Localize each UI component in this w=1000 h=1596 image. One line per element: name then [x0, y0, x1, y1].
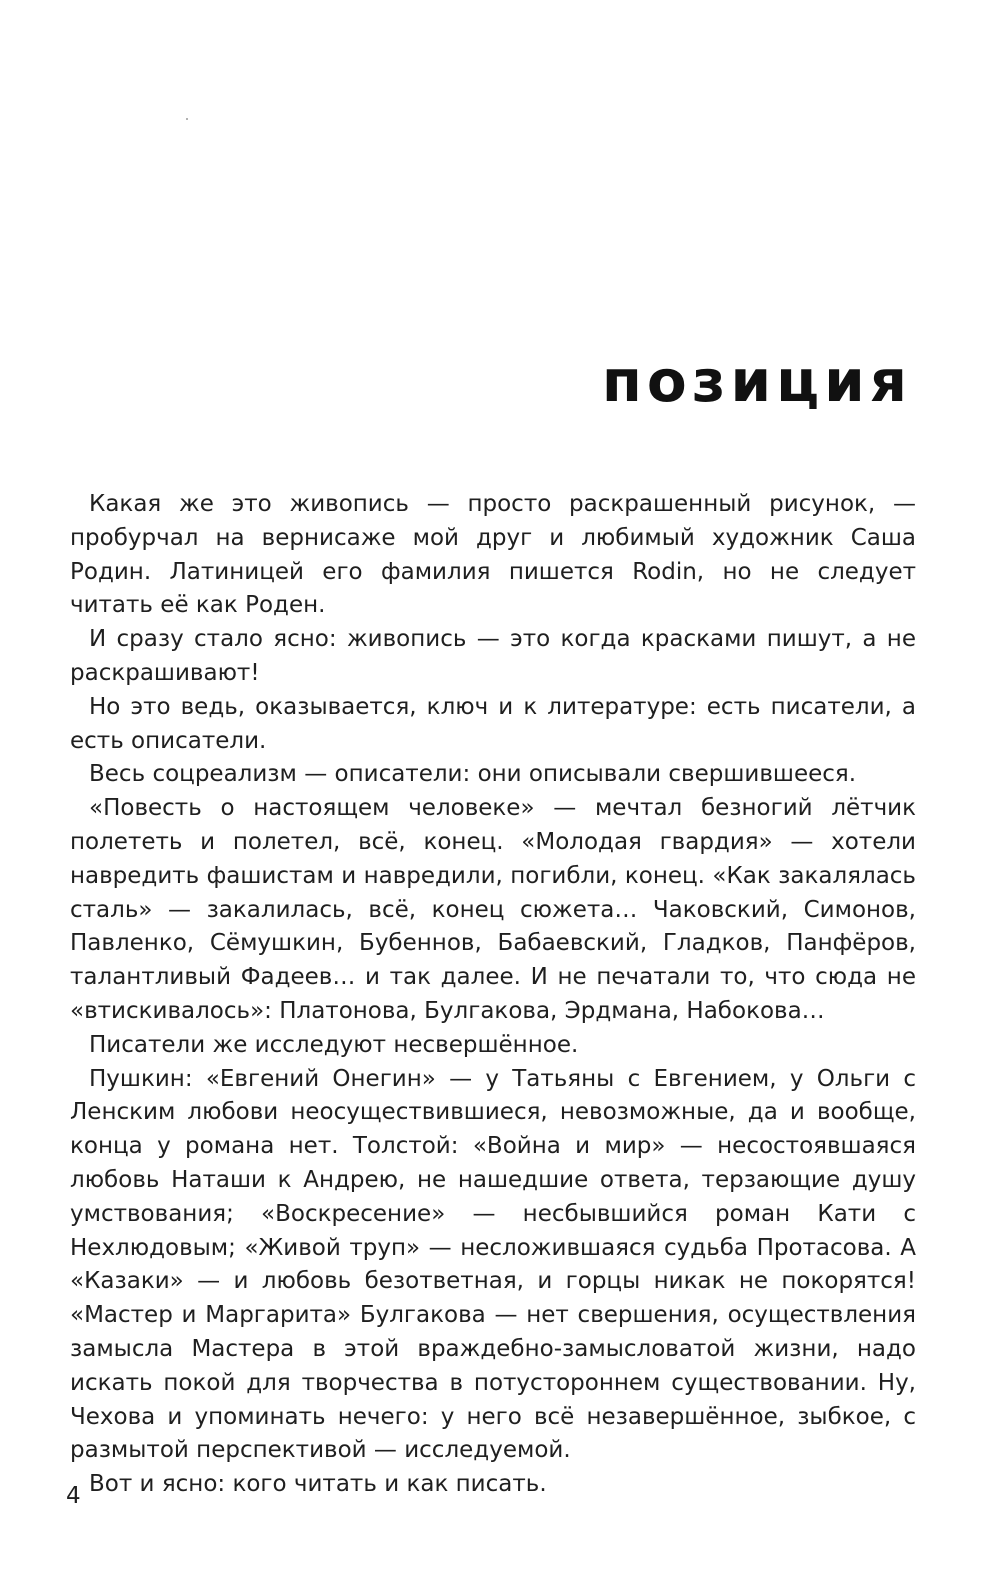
scan-speck [186, 118, 188, 120]
paragraph: Какая же это живопись — просто раскрашенный рисунок, — пробурчал на вернисаже мой друг и любимый художник Саша Родин. Латиницей его фамилия пишется Rodin, но не следует читать её как Роден. [70, 491, 916, 619]
paragraph: Пушкин: «Евгений Онегин» — у Татьяны с Евгением, у Ольги с Ленским любови неосуществившиеся, невозможные, да и вообще, конца у романа нет. Толстой: «Война и мир» — несостоявшаяся любовь Наташи к Андрею, не нашедшие ответа, терзающие душу умствования; «Воскресение» — несбывшийся роман Кати с Нехлюдовым; «Живой труп» — несложившаяся судьба Протасова. А «Казаки» — и любовь безответная, и горцы никак не покорятся! «Мастер и Маргарита» Булгакова — нет свершения, осуществления замысла Мастера в этой враждебно-замысловатой жизни, надо искать покой для творчества в потустороннем существовании. Ну, Чехова и упоминать нечего: у него всё незавершённое, зыбкое, с размытой перспективой — исследуемой. [70, 1065, 916, 1464]
paragraph: Вот и ясно: кого читать и как писать. [89, 1471, 547, 1498]
paragraph: Но это ведь, оказывается, ключ и к литературе: есть писатели, а есть описатели. [70, 693, 916, 754]
chapter-title: позиция [601, 347, 912, 415]
paragraph: «Повесть о настоящем человеке» — мечтал безногий лётчик полететь и полетел, всё, конец. «Молодая гвардия» — хотели навредить фашистам и навредили, погибли, конец. «Как закалялась сталь» — закалилась, всё, конец сюжета… Чаковский, Симонов, Павленко, Сёмушкин, Бубеннов, Бабаевский, Гладков, Панфёров, талантливый Фадеев… и так далее. И не печатали то, что сюда не «втискивалось»: Платонова, Булгакова, Эрдмана, Набокова… [70, 795, 916, 1024]
page-number: 4 [66, 1483, 81, 1509]
paragraph: Весь соцреализм — описатели: они описывали свершившееся. [89, 761, 857, 788]
paragraph: Писатели же исследуют несвершённое. [89, 1031, 579, 1058]
body-text [70, 488, 916, 1502]
paragraph: И сразу стало ясно: живопись — это когда красками пишут, а не раскрашивают! [70, 626, 916, 686]
